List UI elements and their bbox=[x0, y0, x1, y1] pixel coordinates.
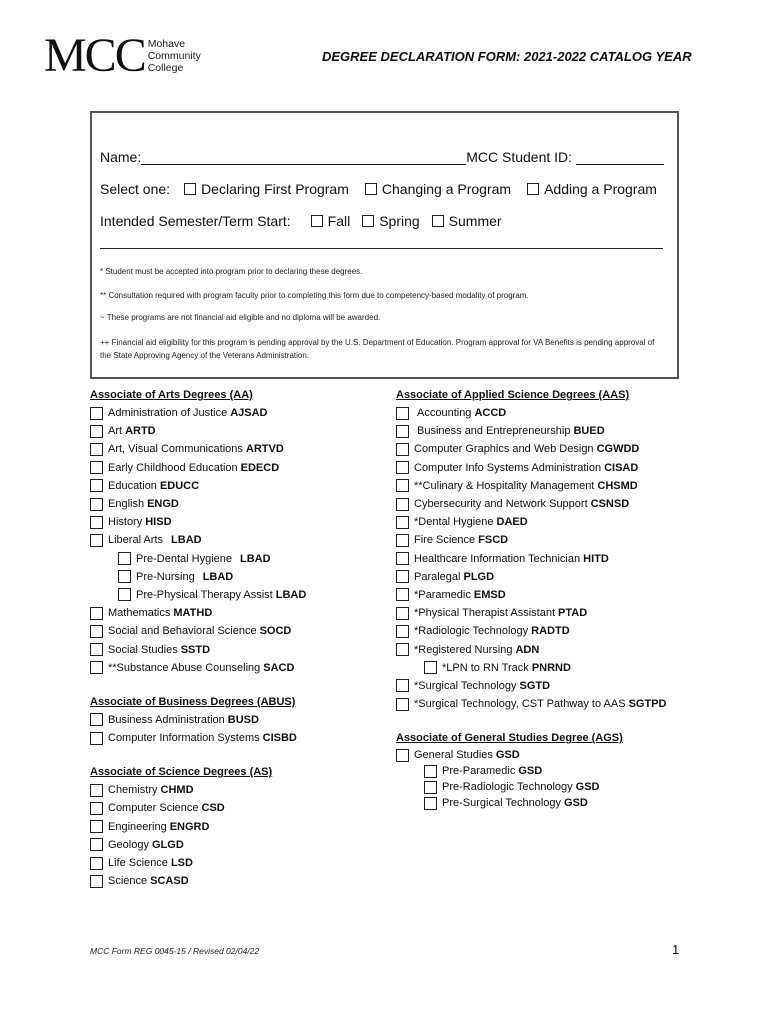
checkbox[interactable] bbox=[432, 215, 444, 227]
student-id-label: MCC Student ID: bbox=[466, 149, 573, 165]
checkbox[interactable] bbox=[396, 498, 409, 511]
degree-code: SCASD bbox=[150, 875, 189, 888]
term-option-label: Fall bbox=[327, 213, 351, 229]
checkbox[interactable] bbox=[90, 838, 103, 851]
left-column bbox=[90, 388, 390, 890]
checkbox[interactable] bbox=[90, 875, 103, 888]
degree-code: HITD bbox=[583, 552, 609, 565]
degree-label: *Surgical Technology, CST Pathway to AAS bbox=[414, 698, 626, 711]
checkbox[interactable] bbox=[118, 570, 131, 583]
degree-option[interactable] bbox=[90, 640, 390, 658]
checkbox[interactable] bbox=[396, 679, 409, 692]
degree-label: Cybersecurity and Network Support bbox=[414, 498, 588, 511]
degree-code: LBAD bbox=[240, 552, 271, 565]
degree-option[interactable] bbox=[90, 440, 390, 458]
degree-label: **Substance Abuse Counseling bbox=[108, 661, 261, 674]
checkbox[interactable] bbox=[90, 661, 103, 674]
degree-label: Chemistry bbox=[108, 784, 158, 797]
degree-option[interactable] bbox=[90, 836, 390, 854]
degree-label: Pre-Radiologic Technology bbox=[442, 781, 573, 794]
degree-label: English bbox=[108, 498, 145, 511]
name-row bbox=[100, 149, 664, 165]
degree-option[interactable] bbox=[396, 513, 696, 531]
degree-code: GSD bbox=[575, 781, 600, 794]
checkbox[interactable] bbox=[184, 183, 196, 195]
section-heading-ags: Associate of General Studies Degree (AGS) bbox=[396, 732, 623, 745]
section-heading-as: Associate of Science Degrees (AS) bbox=[90, 766, 273, 779]
degree-option[interactable] bbox=[396, 440, 696, 458]
note: ++ Financial aid eligibility for this program is pending approval by the U.S. Department of Education. Program approval for VA Benefits is pending approval of the State Approving Agency of the Veterans Administration. bbox=[100, 338, 655, 360]
checkbox[interactable] bbox=[90, 607, 103, 620]
degree-label: Early Childhood Education bbox=[108, 461, 238, 474]
degree-code: CHMD bbox=[160, 784, 194, 797]
option-changing[interactable] bbox=[365, 181, 511, 197]
degree-label: Pre-Physical Therapy Assist bbox=[136, 588, 273, 601]
form-footer-id: MCC Form REG 0045-15 / Revised 02/04/22 bbox=[90, 946, 260, 956]
degree-label: Pre-Surgical Technology bbox=[442, 797, 562, 810]
checkbox[interactable] bbox=[90, 820, 103, 833]
degree-label: Life Science bbox=[108, 857, 168, 870]
degree-label: History bbox=[108, 516, 143, 529]
degree-code: CGWDD bbox=[596, 443, 640, 456]
logo-sub-line: Mohave bbox=[147, 38, 186, 50]
checkbox[interactable] bbox=[396, 443, 409, 456]
degree-code: MATHD bbox=[173, 607, 213, 620]
degree-label: Healthcare Information Technician bbox=[414, 552, 581, 565]
degree-code: GSD bbox=[518, 765, 543, 778]
degree-code: ARTVD bbox=[245, 443, 284, 456]
degree-code: EDUCC bbox=[159, 479, 200, 492]
checkbox[interactable] bbox=[396, 588, 409, 601]
degree-option[interactable] bbox=[90, 781, 390, 799]
degree-label: Geology bbox=[108, 838, 149, 851]
section-heading-abus: Associate of Business Degrees (ABUS) bbox=[90, 695, 296, 708]
degree-option[interactable] bbox=[396, 677, 696, 695]
degree-label: Art, Visual Communications bbox=[108, 443, 243, 456]
degree-option[interactable] bbox=[90, 711, 390, 729]
degree-option[interactable] bbox=[396, 422, 696, 440]
degree-label: *LPN to RN Track bbox=[442, 661, 529, 674]
degree-label: Computer Info Systems Administration bbox=[414, 461, 602, 474]
degree-label: Engineering bbox=[108, 820, 167, 833]
degree-code: GSD bbox=[564, 797, 588, 810]
name-field[interactable] bbox=[141, 150, 466, 165]
degree-code: LBAD bbox=[275, 588, 307, 601]
degree-label: *Paramedic bbox=[414, 588, 471, 601]
option-declaring-first[interactable] bbox=[184, 181, 349, 197]
checkbox[interactable] bbox=[90, 407, 103, 420]
degree-code: SOCD bbox=[259, 625, 292, 638]
note: * Student must be accepted into program prior to declaring these degrees. bbox=[100, 267, 363, 276]
degree-option[interactable] bbox=[396, 477, 696, 495]
degree-label: Business and Entrepreneurship bbox=[417, 425, 571, 438]
degree-option[interactable] bbox=[90, 854, 390, 872]
checkbox[interactable] bbox=[311, 215, 323, 227]
checkbox[interactable] bbox=[396, 643, 409, 656]
degree-option-sub[interactable] bbox=[90, 550, 390, 568]
degree-code: CISBD bbox=[262, 732, 297, 745]
degree-label: Fire Science bbox=[414, 534, 476, 547]
degree-label: Education bbox=[108, 479, 157, 492]
degree-option[interactable] bbox=[396, 550, 696, 568]
option-label: Declaring First Program bbox=[201, 181, 349, 197]
degree-code: CSNSD bbox=[590, 498, 630, 511]
degree-option[interactable] bbox=[90, 818, 390, 836]
degree-label: Pre-Paramedic bbox=[442, 765, 516, 778]
degree-option[interactable] bbox=[90, 659, 390, 677]
degree-code: EMSD bbox=[473, 588, 506, 601]
checkbox[interactable] bbox=[90, 625, 103, 638]
degree-label: *Physical Therapist Assistant bbox=[414, 607, 556, 620]
note: ** Consultation required with program faculty prior to completing this form due to competency-based modality of program. bbox=[100, 291, 529, 300]
degree-option[interactable] bbox=[396, 404, 696, 422]
checkbox[interactable] bbox=[424, 661, 437, 674]
checkbox[interactable] bbox=[527, 183, 539, 195]
degree-label: Computer Science bbox=[108, 802, 199, 815]
right-column bbox=[396, 388, 696, 811]
degree-code: LSD bbox=[170, 857, 193, 870]
checkbox[interactable] bbox=[90, 479, 103, 492]
form-title: DEGREE DECLARATION FORM: 2021-2022 CATALOG YEAR bbox=[322, 49, 692, 64]
logo-subtitle bbox=[148, 38, 201, 74]
checkbox[interactable] bbox=[90, 802, 103, 815]
degree-label: Paralegal bbox=[414, 570, 461, 583]
degree-label: Accounting bbox=[417, 407, 472, 420]
term-row bbox=[100, 213, 502, 229]
degree-option[interactable] bbox=[90, 729, 390, 747]
checkbox[interactable] bbox=[90, 443, 103, 456]
degree-option[interactable] bbox=[90, 872, 390, 890]
checkbox[interactable] bbox=[396, 607, 409, 620]
degree-option-sub[interactable] bbox=[396, 795, 696, 811]
degree-code: SSTD bbox=[180, 643, 211, 656]
degree-option-sub[interactable] bbox=[90, 568, 390, 586]
checkbox[interactable] bbox=[90, 425, 103, 438]
option-label: Changing a Program bbox=[381, 181, 512, 197]
degree-label: Administration of Justice bbox=[108, 407, 228, 420]
degree-code: ENGD bbox=[147, 498, 179, 511]
degree-code: SGTD bbox=[519, 679, 551, 692]
checkbox[interactable] bbox=[90, 784, 103, 797]
degree-code: SGTPD bbox=[628, 698, 667, 711]
checkbox[interactable] bbox=[90, 713, 103, 726]
checkbox[interactable] bbox=[90, 516, 103, 529]
checkbox[interactable] bbox=[396, 479, 409, 492]
degree-code: SACD bbox=[263, 661, 295, 674]
checkbox[interactable] bbox=[90, 534, 103, 547]
degree-code: CSD bbox=[201, 802, 225, 815]
select-one-label: Select one: bbox=[100, 181, 171, 197]
logo-sub-line: College bbox=[147, 62, 184, 74]
degree-label: Business Administration bbox=[108, 713, 225, 726]
degree-option[interactable] bbox=[90, 404, 390, 422]
student-info-box bbox=[90, 111, 679, 379]
degree-option[interactable] bbox=[396, 495, 696, 513]
degree-code: BUED bbox=[573, 425, 605, 438]
checkbox[interactable] bbox=[424, 765, 437, 778]
degree-label: Social and Behavioral Science bbox=[108, 625, 257, 638]
degree-code: FSCD bbox=[478, 534, 509, 547]
checkbox[interactable] bbox=[118, 552, 131, 565]
degree-option[interactable] bbox=[396, 568, 696, 586]
checkbox[interactable] bbox=[396, 516, 409, 529]
term-label: Intended Semester/Term Start: bbox=[100, 213, 291, 229]
degree-option[interactable] bbox=[90, 604, 390, 622]
degree-label: Social Studies bbox=[108, 643, 178, 656]
degree-label: Computer Graphics and Web Design bbox=[414, 443, 594, 456]
degree-option[interactable] bbox=[396, 459, 696, 477]
checkbox[interactable] bbox=[396, 461, 409, 474]
note: ~ These programs are not financial aid eligible and no diploma will be awarded. bbox=[100, 313, 381, 322]
degree-label: Liberal Arts bbox=[108, 534, 164, 547]
degree-code: EDECD bbox=[240, 461, 280, 474]
degree-code: CISAD bbox=[604, 461, 639, 474]
degree-code: RADTD bbox=[531, 625, 570, 638]
degree-option-sub[interactable] bbox=[90, 586, 390, 604]
degree-option[interactable] bbox=[396, 640, 696, 658]
degree-option[interactable] bbox=[396, 586, 696, 604]
degree-option[interactable] bbox=[90, 422, 390, 440]
page-number: 1 bbox=[672, 942, 680, 957]
degree-option[interactable] bbox=[90, 459, 390, 477]
degree-option[interactable] bbox=[90, 531, 390, 549]
degree-code: GSD bbox=[495, 749, 520, 762]
checkbox[interactable] bbox=[396, 534, 409, 547]
degree-code: PTAD bbox=[558, 607, 588, 620]
degree-label: **Culinary & Hospitality Management bbox=[414, 479, 595, 492]
degree-code: BUSD bbox=[227, 713, 259, 726]
degree-option[interactable] bbox=[90, 495, 390, 513]
option-label: Adding a Program bbox=[544, 181, 657, 197]
checkbox[interactable] bbox=[396, 552, 409, 565]
degree-label: Science bbox=[108, 875, 148, 888]
degree-code: HISD bbox=[145, 516, 172, 529]
degree-option-sub[interactable] bbox=[396, 659, 696, 677]
checkbox[interactable] bbox=[424, 781, 437, 794]
degree-option[interactable] bbox=[396, 622, 696, 640]
logo-sub-line: Community bbox=[147, 50, 201, 62]
degree-option-sub[interactable] bbox=[396, 763, 696, 779]
degree-option[interactable] bbox=[90, 477, 390, 495]
checkbox[interactable] bbox=[424, 797, 437, 810]
degree-option[interactable] bbox=[396, 747, 696, 763]
degree-code: LBAD bbox=[171, 534, 202, 547]
checkbox[interactable] bbox=[90, 732, 103, 745]
degree-label: General Studies bbox=[414, 749, 493, 762]
select-one-row bbox=[100, 181, 657, 197]
degree-code: DAED bbox=[496, 516, 528, 529]
degree-code: AJSAD bbox=[230, 407, 268, 420]
checkbox[interactable] bbox=[396, 698, 409, 711]
degree-code: ENGRD bbox=[169, 820, 210, 833]
divider bbox=[100, 248, 663, 249]
checkbox[interactable] bbox=[396, 570, 409, 583]
degree-label: *Radiologic Technology bbox=[414, 625, 529, 638]
term-spring[interactable] bbox=[362, 213, 419, 229]
term-summer[interactable] bbox=[432, 213, 502, 229]
section-heading-aa: Associate of Arts Degrees (AA) bbox=[90, 389, 253, 401]
checkbox[interactable] bbox=[90, 461, 103, 474]
checkbox[interactable] bbox=[90, 857, 103, 870]
degree-label: *Surgical Technology bbox=[414, 679, 517, 692]
degree-label: Pre-Dental Hygiene bbox=[136, 552, 232, 565]
degree-option[interactable] bbox=[90, 799, 390, 817]
degree-option[interactable] bbox=[90, 513, 390, 531]
degree-code: ACCD bbox=[474, 407, 507, 420]
checkbox[interactable] bbox=[396, 625, 409, 638]
student-id-field[interactable] bbox=[576, 150, 664, 165]
degree-label: *Registered Nursing bbox=[414, 643, 513, 656]
term-option-label: Spring bbox=[379, 213, 420, 229]
degree-label: Pre-Nursing bbox=[136, 570, 195, 583]
checkbox[interactable] bbox=[396, 749, 409, 762]
logo-mark: MCC bbox=[44, 29, 145, 82]
checkbox[interactable] bbox=[90, 498, 103, 511]
mcc-logo bbox=[44, 29, 201, 82]
degree-code: CHSMD bbox=[597, 479, 638, 492]
degree-option[interactable] bbox=[396, 695, 696, 713]
term-fall[interactable] bbox=[311, 213, 351, 229]
degree-option-sub[interactable] bbox=[396, 779, 696, 795]
degree-option[interactable] bbox=[90, 622, 390, 640]
checkbox[interactable] bbox=[90, 643, 103, 656]
checkbox[interactable] bbox=[362, 215, 374, 227]
degree-code: GLGD bbox=[151, 838, 184, 851]
degree-label: *Dental Hygiene bbox=[414, 516, 494, 529]
degree-code: LBAD bbox=[202, 570, 234, 583]
degree-code: PLGD bbox=[463, 570, 495, 583]
checkbox[interactable] bbox=[365, 183, 377, 195]
degree-option[interactable] bbox=[396, 604, 696, 622]
checkbox[interactable] bbox=[396, 407, 409, 420]
name-label: Name: bbox=[100, 149, 142, 165]
degree-code: ADN bbox=[515, 643, 540, 656]
degree-option[interactable] bbox=[396, 531, 696, 549]
degree-label: Mathematics bbox=[108, 607, 171, 620]
degree-label: Computer Information Systems bbox=[108, 732, 260, 745]
degree-code: ARTD bbox=[125, 425, 156, 438]
term-option-label: Summer bbox=[448, 213, 502, 229]
checkbox[interactable] bbox=[118, 588, 131, 601]
checkbox[interactable] bbox=[396, 425, 409, 438]
degree-code: PNRND bbox=[531, 661, 571, 674]
option-adding[interactable] bbox=[527, 181, 657, 197]
degree-label: Art bbox=[108, 425, 123, 438]
section-heading-aas: Associate of Applied Science Degrees (AAS) bbox=[396, 389, 630, 401]
